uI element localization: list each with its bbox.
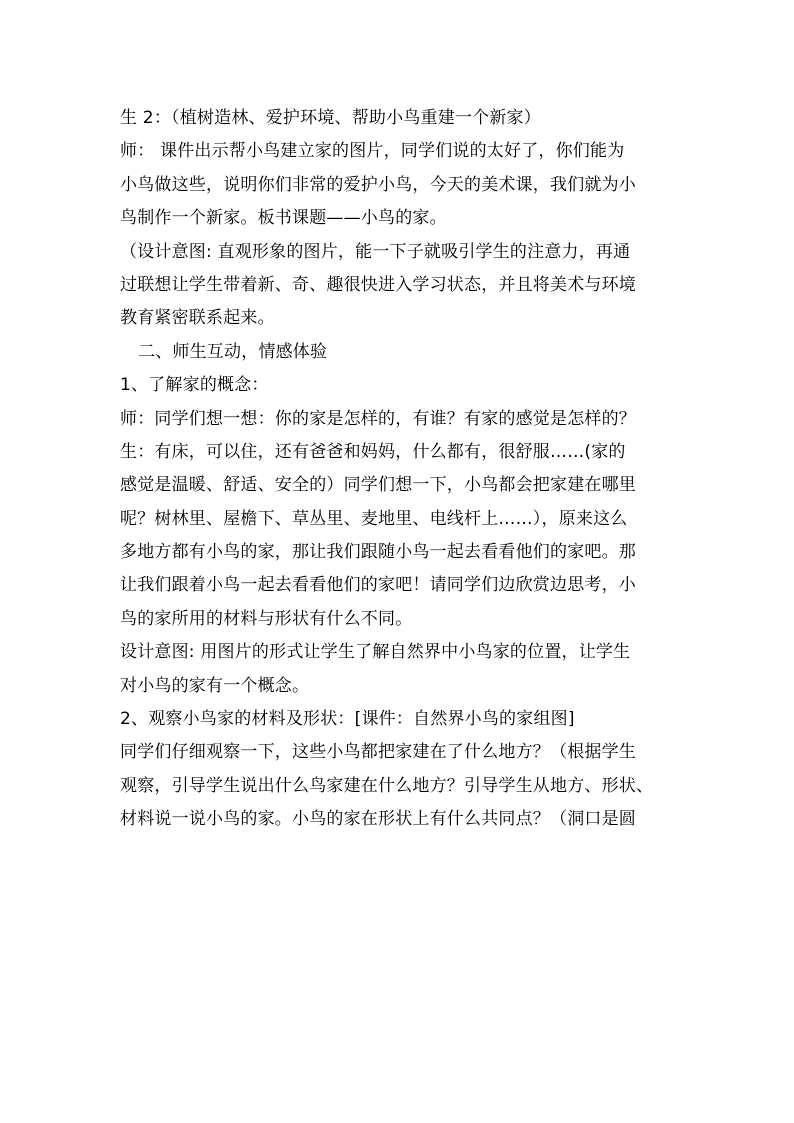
text-line: 感觉是温暖、舒适、安全的）同学们想一下，小鸟都会把家建在哪里	[120, 475, 636, 496]
text-line: 师： 课件出示帮小鸟建立家的图片，同学们说的太好了，你们能为	[120, 141, 625, 162]
text-line: 师：同学们想一想：你的家是怎样的，有谁？有家的感觉是怎样的？	[120, 408, 636, 429]
text-line: 鸟的家所用的材料与形状有什么不同。	[120, 608, 413, 629]
document-body	[120, 102, 680, 837]
text-line: （设计意图: 直观形象的图片，能一下子就吸引学生的注意力，再通	[120, 241, 631, 262]
text-line: 生 2：（植树造林、爱护环境、帮助小鸟重建一个新家）	[120, 108, 541, 128]
text-line: 生：有床，可以住，还有爸爸和妈妈，什么都有，很舒服……(家的	[120, 441, 626, 462]
text-line: 小鸟做这些，说明你们非常的爱护小鸟，今天的美术课，我们就为小	[120, 174, 636, 195]
text-line: 观察，引导学生说出什么鸟家建在什么地方？引导学生从地方、形状、	[120, 775, 654, 796]
text-line: 1、了解家的概念：	[120, 375, 269, 396]
section-heading: 二、师生互动，情感体验	[138, 341, 328, 362]
text-line: 同学们仔细观察一下，这些小鸟都把家建在了什么地方？（根据学生	[120, 742, 636, 763]
text-line: 多地方都有小鸟的家，那让我们跟随小鸟一起去看看他们的家吧。那	[120, 542, 636, 563]
text-line: 2、观察小鸟家的材料及形状：[课件：自然界小鸟的家组图]	[120, 709, 575, 730]
text-line: 让我们跟着小鸟一起去看看他们的家吧！请同学们边欣赏边思考，小	[120, 575, 636, 596]
text-line: 设计意图: 用图片的形式让学生了解自然界中小鸟家的位置，让学生	[120, 642, 631, 663]
text-line: 过联想让学生带着新、奇、趣很快进入学习状态，并且将美术与环境	[120, 274, 636, 295]
text-line: 教育紧密联系起来。	[120, 308, 275, 329]
text-line: 鸟制作一个新家。板书课题——小鸟的家。	[120, 208, 447, 229]
text-line: 材料说一说小鸟的家。小鸟的家在形状上有什么共同点？（洞口是圆	[120, 809, 636, 830]
text-line: 呢？树林里、屋檐下、草丛里、麦地里、电线杆上……），原来这么	[120, 508, 628, 529]
text-line: 对小鸟的家有一个概念。	[120, 675, 310, 696]
